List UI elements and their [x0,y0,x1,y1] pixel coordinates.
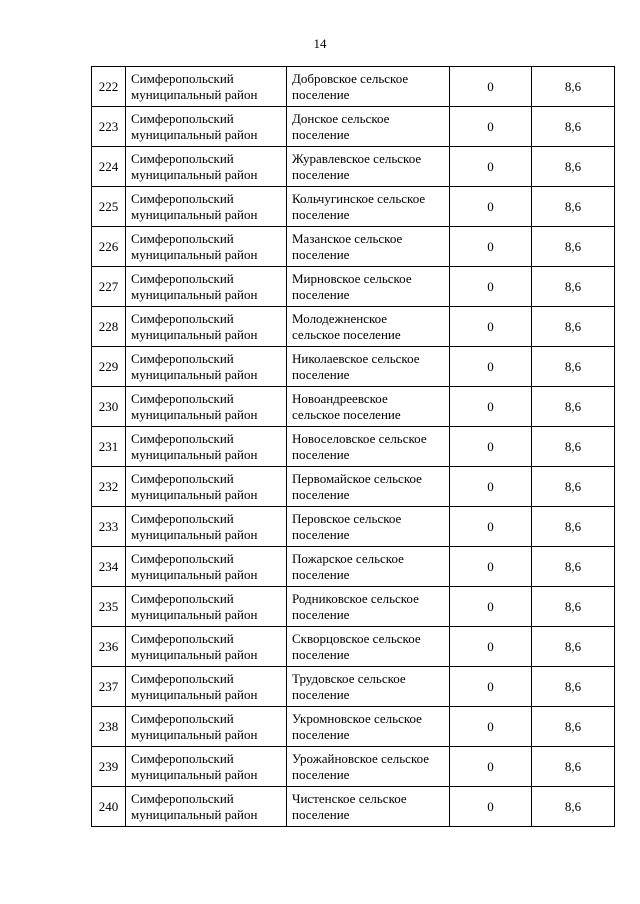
table-body [92,67,615,827]
table-row [92,667,615,707]
table-row [92,587,615,627]
settlement-cell: Мазанское сельское поселение [287,227,450,267]
district-cell: Симферопольский муниципальный район [126,427,287,467]
table-row [92,387,615,427]
value1-cell: 0 [450,267,532,307]
settlement-cell: Перовское сельское поселение [287,507,450,547]
row-number-cell: 226 [92,227,126,267]
value1-cell: 0 [450,227,532,267]
district-cell: Симферопольский муниципальный район [126,107,287,147]
value1-cell: 0 [450,147,532,187]
value2-cell: 8,6 [532,307,615,347]
district-cell: Симферопольский муниципальный район [126,267,287,307]
district-cell: Симферопольский муниципальный район [126,587,287,627]
value1-cell: 0 [450,307,532,347]
district-cell: Симферопольский муниципальный район [126,707,287,747]
value2-cell: 8,6 [532,147,615,187]
district-cell: Симферопольский муниципальный район [126,387,287,427]
row-number-cell: 237 [92,667,126,707]
row-number-cell: 225 [92,187,126,227]
settlement-cell: Родниковское сельское поселение [287,587,450,627]
settlement-cell: Скворцовское сельское поселение [287,627,450,667]
table-row [92,627,615,667]
table-row [92,67,615,107]
value1-cell: 0 [450,387,532,427]
table-row [92,147,615,187]
value2-cell: 8,6 [532,547,615,587]
value1-cell: 0 [450,587,532,627]
value1-cell: 0 [450,347,532,387]
table-row [92,787,615,827]
row-number-cell: 223 [92,107,126,147]
value2-cell: 8,6 [532,187,615,227]
settlement-cell: Журавлевское сельское поселение [287,147,450,187]
value2-cell: 8,6 [532,347,615,387]
row-number-cell: 236 [92,627,126,667]
row-number-cell: 233 [92,507,126,547]
settlement-cell: Первомайское сельское поселение [287,467,450,507]
settlement-cell: Новоандреевское сельское поселение [287,387,450,427]
row-number-cell: 228 [92,307,126,347]
value2-cell: 8,6 [532,107,615,147]
table-row [92,187,615,227]
settlement-cell: Укромновское сельское поселение [287,707,450,747]
settlement-cell: Чистенское сельское поселение [287,787,450,827]
table-row [92,227,615,267]
table-row [92,347,615,387]
value1-cell: 0 [450,427,532,467]
district-cell: Симферопольский муниципальный район [126,467,287,507]
table-row [92,467,615,507]
district-cell: Симферопольский муниципальный район [126,507,287,547]
settlement-cell: Пожарское сельское поселение [287,547,450,587]
value2-cell: 8,6 [532,67,615,107]
value1-cell: 0 [450,627,532,667]
settlement-cell: Донское сельское поселение [287,107,450,147]
value2-cell: 8,6 [532,267,615,307]
value1-cell: 0 [450,507,532,547]
row-number-cell: 240 [92,787,126,827]
table-row [92,107,615,147]
settlement-cell: Николаевское сельское поселение [287,347,450,387]
district-cell: Симферопольский муниципальный район [126,187,287,227]
district-cell: Симферопольский муниципальный район [126,227,287,267]
value2-cell: 8,6 [532,467,615,507]
row-number-cell: 222 [92,67,126,107]
table-row [92,267,615,307]
value2-cell: 8,6 [532,427,615,467]
value1-cell: 0 [450,707,532,747]
row-number-cell: 231 [92,427,126,467]
row-number-cell: 227 [92,267,126,307]
row-number-cell: 238 [92,707,126,747]
data-table [91,66,615,827]
district-cell: Симферопольский муниципальный район [126,787,287,827]
value2-cell: 8,6 [532,587,615,627]
page-number: 14 [313,36,327,51]
value2-cell: 8,6 [532,387,615,427]
row-number-cell: 239 [92,747,126,787]
value1-cell: 0 [450,107,532,147]
value1-cell: 0 [450,547,532,587]
district-cell: Симферопольский муниципальный район [126,147,287,187]
value1-cell: 0 [450,787,532,827]
row-number-cell: 229 [92,347,126,387]
table-row [92,307,615,347]
value1-cell: 0 [450,467,532,507]
district-cell: Симферопольский муниципальный район [126,347,287,387]
district-cell: Симферопольский муниципальный район [126,747,287,787]
district-cell: Симферопольский муниципальный район [126,667,287,707]
table-row [92,747,615,787]
table-row [92,707,615,747]
district-cell: Симферопольский муниципальный район [126,307,287,347]
table-row [92,427,615,467]
settlement-cell: Урожайновское сельское поселение [287,747,450,787]
row-number-cell: 234 [92,547,126,587]
value2-cell: 8,6 [532,787,615,827]
settlement-cell: Добровское сельское поселение [287,67,450,107]
district-cell: Симферопольский муниципальный район [126,627,287,667]
settlement-cell: Молодежненское сельское поселение [287,307,450,347]
value1-cell: 0 [450,667,532,707]
settlement-cell: Новоселовское сельское поселение [287,427,450,467]
value1-cell: 0 [450,187,532,227]
value1-cell: 0 [450,67,532,107]
row-number-cell: 230 [92,387,126,427]
table-row [92,547,615,587]
value2-cell: 8,6 [532,507,615,547]
value2-cell: 8,6 [532,667,615,707]
district-cell: Симферопольский муниципальный район [126,547,287,587]
settlement-cell: Мирновское сельское поселение [287,267,450,307]
row-number-cell: 235 [92,587,126,627]
district-cell: Симферопольский муниципальный район [126,67,287,107]
row-number-cell: 232 [92,467,126,507]
value2-cell: 8,6 [532,227,615,267]
settlement-cell: Трудовское сельское поселение [287,667,450,707]
row-number-cell: 224 [92,147,126,187]
value2-cell: 8,6 [532,747,615,787]
value1-cell: 0 [450,747,532,787]
table-row [92,507,615,547]
settlement-cell: Кольчугинское сельское поселение [287,187,450,227]
value2-cell: 8,6 [532,627,615,667]
value2-cell: 8,6 [532,707,615,747]
